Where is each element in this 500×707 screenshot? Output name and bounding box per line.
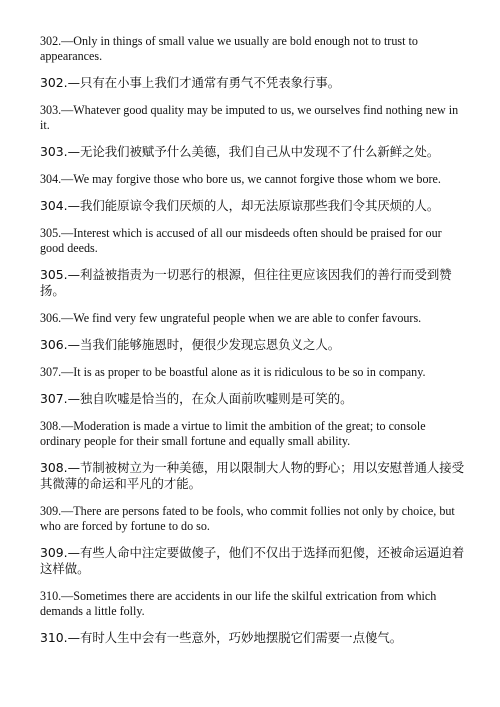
maxim-310-chinese: 310.—有时人生中会有一些意外，巧妙地摆脱它们需要一点傻气。 <box>40 630 403 645</box>
maxim-303-english: 303.—Whatever good quality may be imputed to us, we ourselves find nothing new in it. <box>40 103 459 132</box>
maxim-309-chinese: 309.—有些人命中注定要做傻子，他们不仅出于选择而犯傻，还被命运逼迫着这样做。 <box>40 545 465 576</box>
maxim-306-english: 306.—We find very few ungrateful people when we are able to confer favours. <box>40 311 422 325</box>
maxim-304-english: 304.—We may forgive those who bore us, we cannot forgive those whom we bore. <box>40 172 441 186</box>
maxim-303-chinese: 303.—无论我们被赋予什么美德，我们自己从中发现不了什么新鲜之处。 <box>40 144 440 159</box>
maxim-310-english: 310.—Sometimes there are accidents in our life the skilful extrication from which demands a little folly. <box>40 589 437 618</box>
maxim-309-english: 309.—There are persons fated to be fools, who commit follies not only by choice, but who are forced by fortune to do so. <box>40 504 455 533</box>
maxim-302-english: 302.—Only in things of small value we usually are bold enough not to trust to appearances. <box>40 34 418 63</box>
maxim-308-english: 308.—Moderation is made a virtue to limit the ambition of the great; to console ordinary people for their small fortune and equally small ability. <box>40 419 426 448</box>
maxim-305-chinese: 305.—利益被指责为一切恶行的根源，但往往更应该因我们的善行而受到赞扬。 <box>40 267 452 298</box>
document-page <box>40 34 465 646</box>
maxim-308-chinese: 308.—节制被树立为一种美德，用以限制大人物的野心；用以安慰普通人接受其微薄的命运和平凡的才能。 <box>40 460 465 491</box>
maxim-305-english: 305.—Interest which is accused of all our misdeeds often should be praised for our good deeds. <box>40 226 442 255</box>
maxim-302-chinese: 302.—只有在小事上我们才通常有勇气不凭表象行事。 <box>40 75 341 90</box>
maxim-306-chinese: 306.—当我们能够施恩时，便很少发现忘恩负义之人。 <box>40 337 341 352</box>
maxim-307-english: 307.—It is as proper to be boastful alone as it is ridiculous to be so in company. <box>40 365 426 379</box>
maxim-304-chinese: 304.—我们能原谅令我们厌烦的人，却无法原谅那些我们令其厌烦的人。 <box>40 198 440 213</box>
maxim-307-chinese: 307.—独自吹嘘是恰当的，在众人面前吹嘘则是可笑的。 <box>40 391 353 406</box>
